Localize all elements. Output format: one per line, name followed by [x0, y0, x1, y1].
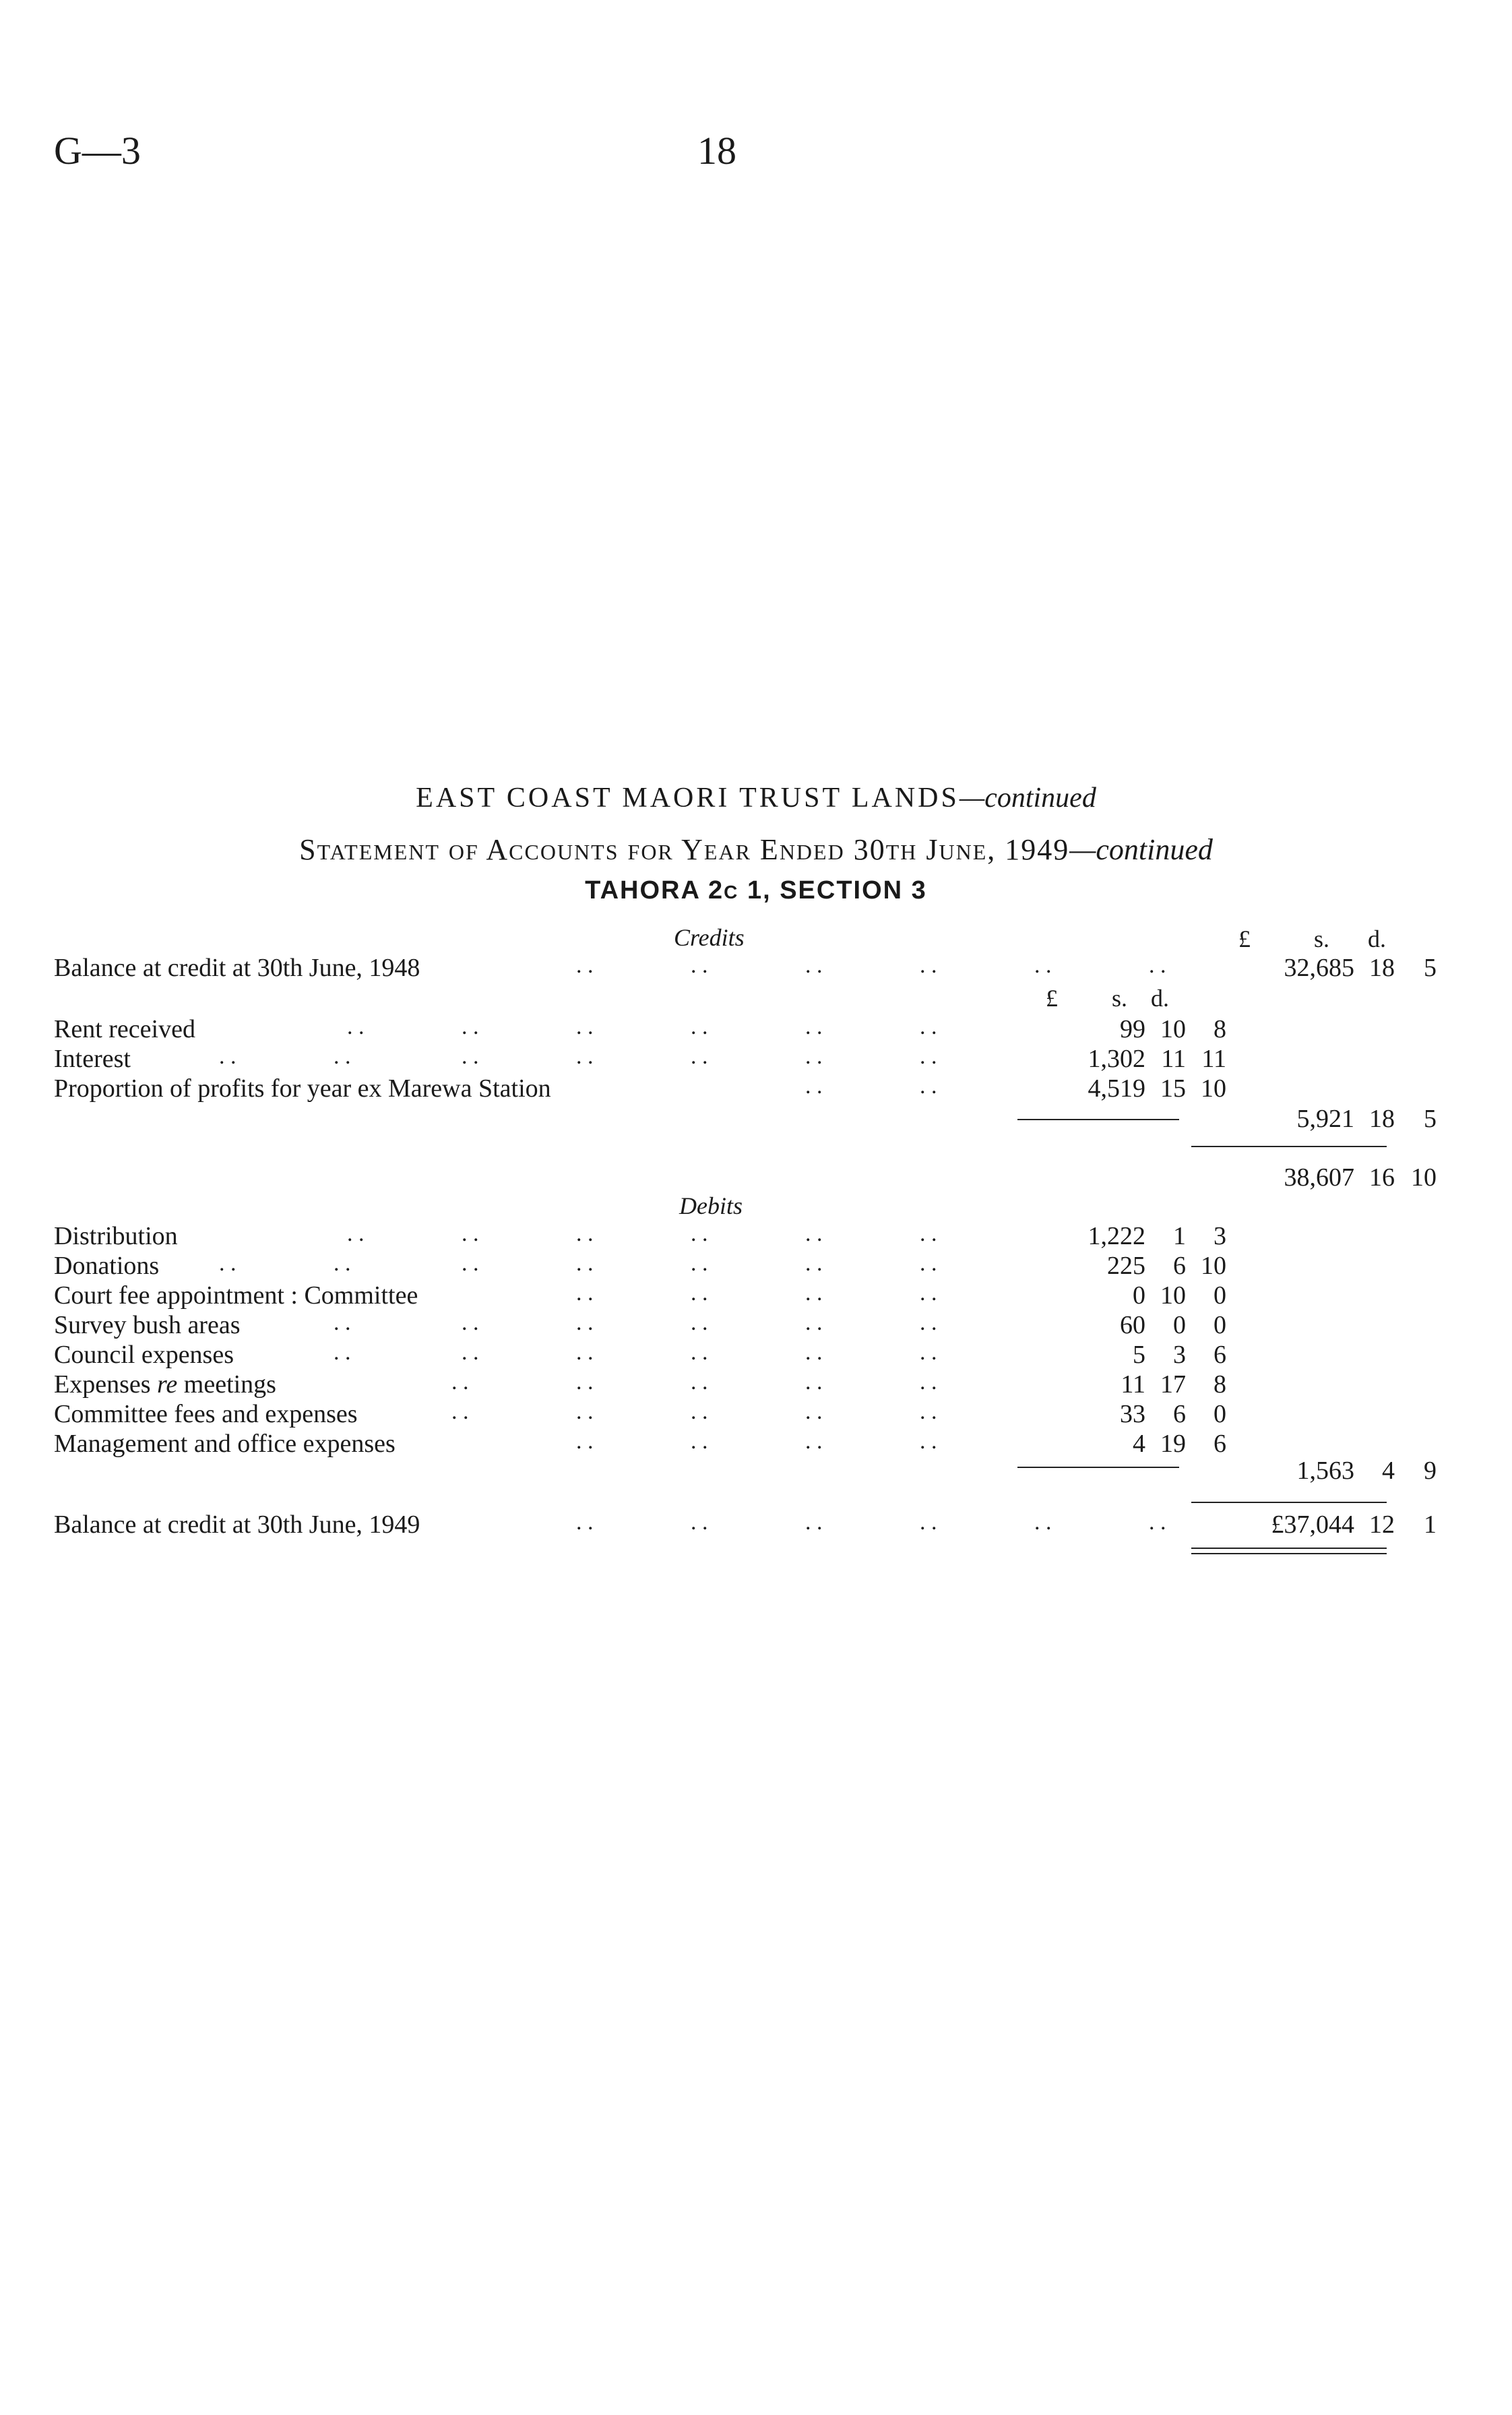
- debit-pence: 6: [1214, 1430, 1226, 1458]
- opening-balance-row: Balance at credit at 30th June, 1948 . . . . . . . . . . . . 32,685 18 5: [54, 953, 1437, 982]
- page-number: 18: [697, 129, 736, 173]
- credit-shillings: 15: [1160, 1074, 1186, 1103]
- debit-row: Expenses re meetings . . . . . . . . . . 11 17 8: [54, 1370, 1226, 1399]
- opening-balance-pounds: 32,685: [1284, 954, 1354, 982]
- opening-balance-shillings: 18: [1369, 954, 1395, 982]
- credit-pence: 8: [1214, 1015, 1226, 1043]
- credit-label: Rent received: [54, 1015, 195, 1043]
- closing-balance-row: Balance at credit at 30th June, 1949 . . . . . . . . . . . . £37,044 12 1: [54, 1510, 1437, 1539]
- debit-pounds: 11: [1121, 1370, 1145, 1399]
- credit-pounds: 1,302: [1088, 1045, 1145, 1073]
- credits-total-pence: 10: [1411, 1163, 1437, 1192]
- debit-label: Distribution: [54, 1222, 178, 1250]
- debits-subtotal-pence: 9: [1424, 1457, 1437, 1485]
- debit-label: Expenses re meetings: [54, 1370, 276, 1399]
- debit-label: Committee fees and expenses: [54, 1400, 358, 1428]
- debit-label: Court fee appointment : Committee: [54, 1281, 418, 1310]
- debit-pence: 0: [1214, 1311, 1226, 1339]
- debits-heading: Debits: [679, 1192, 743, 1219]
- statement-word-7: 30TH: [853, 833, 918, 866]
- debit-label: Management and office expenses: [54, 1430, 396, 1458]
- closing-double-rule-bottom: [1191, 1553, 1387, 1554]
- credit-label: Proportion of profits for year ex Marewa Station: [54, 1074, 551, 1103]
- credit-row: Interest . . . . . . . . . . . . . . 1,302 11 11: [54, 1044, 1226, 1073]
- debit-pounds: 4: [1133, 1430, 1145, 1458]
- closing-double-rule-top: [1191, 1548, 1387, 1549]
- inner-pound-header: £: [1046, 985, 1058, 1012]
- statement-word-8: JUNE, 1949: [926, 833, 1070, 866]
- debit-row: Donations . . . . . . . . . . . . . . 225 6 10: [54, 1251, 1226, 1280]
- outer-pound-header: £: [1238, 925, 1251, 952]
- opening-balance-pence: 5: [1424, 954, 1437, 982]
- credit-pence: 11: [1201, 1045, 1226, 1073]
- report-code: G—3: [54, 129, 141, 173]
- debit-row: Committee fees and expenses . . . . . . . . . . 33 6 0: [54, 1399, 1226, 1428]
- statement-continued: —continued: [1069, 833, 1213, 866]
- report-title-continued: —continued: [959, 783, 1096, 814]
- report-title-main: EAST COAST MAORI TRUST LANDS: [416, 783, 959, 814]
- report-title: [0, 782, 1512, 814]
- credit-pounds: 4,519: [1088, 1074, 1145, 1103]
- debit-shillings: 6: [1173, 1400, 1186, 1428]
- credits-total-pounds: 38,607: [1284, 1163, 1354, 1192]
- debit-pence: 0: [1214, 1400, 1226, 1428]
- closing-balance-shillings: 12: [1369, 1510, 1395, 1539]
- section-title: TAHORA 2C 1, SECTION 3: [585, 876, 927, 905]
- statement-word-4: FOR: [627, 840, 674, 864]
- debits-subtotal-pounds: 1,563: [1296, 1457, 1354, 1485]
- debit-pounds: 1,222: [1088, 1222, 1145, 1250]
- debit-pence: 0: [1214, 1281, 1226, 1310]
- credit-row: Rent received . . . . . . . . . . . . 99 10 8: [54, 1014, 1226, 1043]
- debit-shillings: 19: [1160, 1430, 1186, 1458]
- credits-subtotal-pence: 5: [1424, 1105, 1437, 1133]
- debit-row: Survey bush areas . . . . . . . . . . . . 60 0 0: [54, 1310, 1226, 1339]
- statement-title: [0, 832, 1512, 867]
- credit-pounds: 99: [1120, 1015, 1145, 1043]
- statement-word-3: ACCOUNTS: [486, 833, 619, 866]
- debit-shillings: 1: [1173, 1222, 1186, 1250]
- credits-subtotal-pounds: 5,921: [1296, 1105, 1354, 1133]
- debit-row: Distribution . . . . . . . . . . . . 1,222 1 3: [54, 1221, 1226, 1250]
- inner-pence-header: d.: [1151, 985, 1169, 1012]
- closing-balance-label: Balance at credit at 30th June, 1949: [54, 1510, 420, 1539]
- credits-total-row: [54, 1163, 1469, 1192]
- credit-label: Interest: [54, 1045, 131, 1073]
- debit-pence: 3: [1214, 1222, 1226, 1250]
- credit-row: Proportion of profits for year ex Marewa Station . . . . 4,519 15 10: [54, 1074, 1226, 1103]
- debit-row: Management and office expenses . . . . . . . . 4 19 6: [54, 1429, 1226, 1458]
- credit-pence: 10: [1201, 1074, 1226, 1103]
- debit-pounds: 0: [1133, 1281, 1145, 1310]
- debit-pounds: 225: [1107, 1252, 1145, 1280]
- credits-subtotal-shillings: 18: [1369, 1105, 1395, 1133]
- credits-total-shillings: 16: [1369, 1163, 1395, 1192]
- outer-pence-header: d.: [1368, 925, 1386, 952]
- statement-word-5: YEAR: [681, 833, 751, 866]
- debit-row: Court fee appointment : Committee . . . . . . . . 0 10 0: [54, 1281, 1226, 1310]
- statement-word-1: STATEMENT: [299, 833, 440, 866]
- debit-pounds: 60: [1120, 1311, 1145, 1339]
- closing-balance-pence: 1: [1424, 1510, 1437, 1539]
- debit-label: Survey bush areas: [54, 1311, 241, 1339]
- opening-balance-label: Balance at credit at 30th June, 1948: [54, 954, 420, 982]
- inner-shilling-header: s.: [1112, 985, 1128, 1012]
- debit-pence: 6: [1214, 1341, 1226, 1369]
- debit-shillings: 10: [1160, 1281, 1186, 1310]
- credit-shillings: 11: [1161, 1045, 1186, 1073]
- debits-subtotal-row: [54, 1456, 1469, 1486]
- debit-pounds: 5: [1133, 1341, 1145, 1369]
- debit-shillings: 3: [1173, 1341, 1186, 1369]
- debits-subtotal-shillings: 4: [1382, 1457, 1395, 1485]
- debit-shillings: 6: [1173, 1252, 1186, 1280]
- credit-shillings: 10: [1160, 1015, 1186, 1043]
- debit-pence: 8: [1214, 1370, 1226, 1399]
- debits-subtotal-rule: [1191, 1502, 1387, 1503]
- debit-pence: 10: [1201, 1252, 1226, 1280]
- credits-heading: Credits: [674, 924, 745, 951]
- debit-label: Donations: [54, 1252, 160, 1280]
- debit-label: Council expenses: [54, 1341, 234, 1369]
- debit-shillings: 0: [1173, 1311, 1186, 1339]
- debit-row: Council expenses . . . . . . . . . . . . 5 3 6: [54, 1340, 1226, 1369]
- credits-subtotal-rule: [1191, 1146, 1387, 1147]
- closing-balance-pounds: £37,044: [1271, 1510, 1354, 1539]
- statement-word-6: ENDED: [759, 833, 845, 866]
- statement-word-2: OF: [448, 840, 479, 864]
- credits-subtotal-row: [54, 1104, 1469, 1134]
- debit-shillings: 17: [1160, 1370, 1186, 1399]
- debit-pounds: 33: [1120, 1400, 1145, 1428]
- outer-shilling-header: s.: [1314, 925, 1330, 952]
